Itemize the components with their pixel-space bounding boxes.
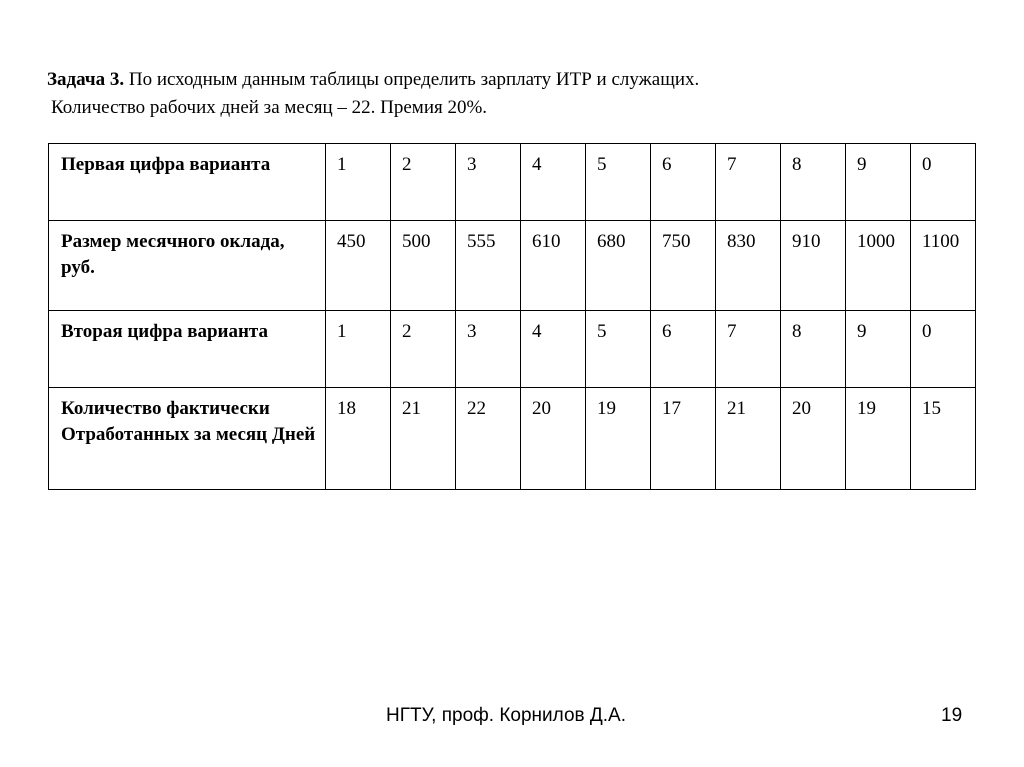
footer-credit: НГТУ, проф. Корнилов Д.А. <box>386 705 626 726</box>
table-cell: 7 <box>716 311 781 388</box>
table-cell: 610 <box>521 221 586 311</box>
row-header: Размер месячного оклада, руб. <box>49 221 326 311</box>
table-cell: 2 <box>391 311 456 388</box>
table-cell: 18 <box>326 388 391 490</box>
table-cell: 21 <box>391 388 456 490</box>
table-cell: 8 <box>781 144 846 221</box>
table-cell: 19 <box>846 388 911 490</box>
row-header: Первая цифра варианта <box>49 144 326 221</box>
table-cell: 830 <box>716 221 781 311</box>
task-label: Задача 3. <box>47 69 125 90</box>
table-cell: 0 <box>911 144 976 221</box>
table-cell: 17 <box>651 388 716 490</box>
table-cell: 555 <box>456 221 521 311</box>
table-cell: 19 <box>586 388 651 490</box>
table-cell: 1 <box>326 311 391 388</box>
table-cell: 2 <box>391 144 456 221</box>
page-number: 19 <box>941 705 963 726</box>
table-cell: 8 <box>781 311 846 388</box>
table-cell: 450 <box>326 221 391 311</box>
table-row-days-worked <box>49 388 976 490</box>
table-cell: 20 <box>521 388 586 490</box>
table-cell: 9 <box>846 311 911 388</box>
table-cell: 1 <box>326 144 391 221</box>
table-cell: 7 <box>716 144 781 221</box>
table-cell: 21 <box>716 388 781 490</box>
row-header: Количество фактически Отработанных за месяц Дней <box>49 388 326 490</box>
table-cell: 1100 <box>911 221 976 311</box>
table-cell: 0 <box>911 311 976 388</box>
table-cell: 15 <box>911 388 976 490</box>
table-cell: 500 <box>391 221 456 311</box>
task-statement <box>47 66 987 122</box>
table-row-second-digit <box>49 311 976 388</box>
table-row-salary <box>49 221 976 311</box>
table-cell: 9 <box>846 144 911 221</box>
task-line-2: Количество рабочих дней за месяц – 22. Премия 20%. <box>51 97 488 118</box>
table-cell: 22 <box>456 388 521 490</box>
table-cell: 20 <box>781 388 846 490</box>
task-line-1 <box>47 66 987 94</box>
table-cell: 4 <box>521 144 586 221</box>
table-cell: 6 <box>651 144 716 221</box>
table-cell: 5 <box>586 144 651 221</box>
table-cell: 6 <box>651 311 716 388</box>
variant-table <box>48 143 976 490</box>
task-text: По исходным данным таблицы определить зарплату ИТР и служащих. <box>124 69 700 90</box>
table-cell: 750 <box>651 221 716 311</box>
table-cell: 910 <box>781 221 846 311</box>
table-cell: 5 <box>586 311 651 388</box>
table-cell: 3 <box>456 311 521 388</box>
table-cell: 1000 <box>846 221 911 311</box>
row-header: Вторая цифра варианта <box>49 311 326 388</box>
table-cell: 680 <box>586 221 651 311</box>
table-cell: 4 <box>521 311 586 388</box>
table-cell: 3 <box>456 144 521 221</box>
table-row-first-digit <box>49 144 976 221</box>
